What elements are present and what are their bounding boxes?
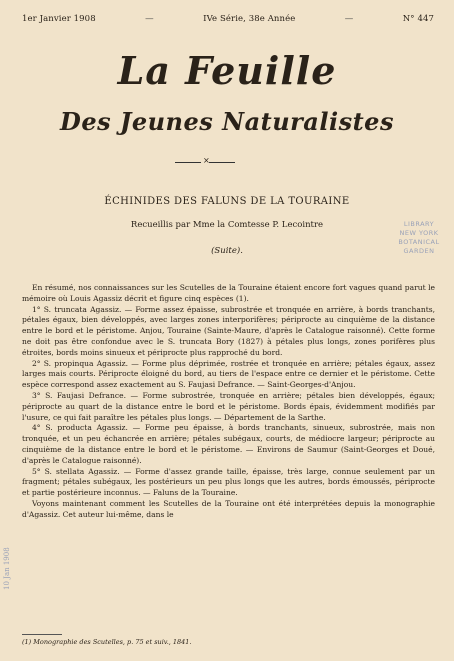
paragraph: 4° S. producta Agassiz. — Forme peu épaisse, à bords tranchants, sinueux, subrostrée, mais non tronquée, et un peu échancrée en arrière; pétales subégaux, courts, de médiocre largeur; périprocte au cinquième de la distance entre le bord et le péristome. — Environs de Saumur (Saint-Georges et Doué, d'après le Catalogue raisonné).: [22, 423, 435, 465]
masthead-subtitle: Des Jeunes Naturalistes: [60, 107, 394, 136]
issue-number: N° 447: [402, 14, 434, 24]
paragraph: En résumé, nos connaissances sur les Scutelles de la Touraine étaient encore fort vagues quand parut le mémoire où Louis Agassiz décrit et figure cinq espèces (1).: [22, 283, 435, 303]
title-ornament: ×: [175, 160, 235, 164]
issue-header: [22, 14, 434, 24]
issue-series: IVe Série, 38e Année: [203, 14, 296, 24]
paragraph: Voyons maintenant comment les Scutelles de la Touraine ont été interprétées depuis la monographie d'Agassiz. Cet auteur lui-même, dans le: [22, 498, 435, 519]
article-body: [22, 283, 435, 521]
paragraph: 2° S. propinqua Agassiz. — Forme plus déprimée, rostrée et tronquée en arrière; pétales égaux, assez larges mais courts. Périprocte éloigné du bord, au tiers de l'espace entre ce dernier et le péristome. Cette espèce correspond assez exactement au S. Faujasi Defrance. — Saint-Georges-d'Anjou.: [22, 358, 435, 390]
header-separator: —: [145, 14, 154, 24]
stamp-line: BOTANICAL: [398, 238, 440, 246]
header-separator: —: [344, 14, 354, 24]
library-stamp: [394, 220, 444, 256]
footnote: (1) Monographie des Scutelles, p. 75 et suiv., 1841.: [22, 638, 192, 646]
article-continued: (Suite).: [211, 246, 243, 256]
issue-date: 1er Janvier 1908: [22, 14, 96, 24]
stamp-line: GARDEN: [403, 247, 435, 255]
paragraph: 3° S. Faujasi Defrance. — Forme subrostrée, tronquée en arrière; pétales bien développés, égaux; périprocte au quart de la distance entre le bord et le péristome. Bords épais, évidemment modifiés par l'usure, ce qui fait paraître les pétales plus longs. — Département de la Sarthe.: [22, 390, 435, 422]
paragraph: 1° S. truncata Agassiz. — Forme assez épaisse, subrostrée et tronquée en arrière, à bords tranchants, pétales égaux, bien développés, avec larges zones interporifères; périprocte au cinquième de la distance entre le bord et le péristome. Anjou, Touraine (Sainte-Maure, d'après le Catalogue raisonné). Cette forme ne doit pas être confondue avec le S. truncata Bory (1827) à pétales plus longs, zones porifères plus étroites, bords moins sinueux et périprocte plus rapproché du bord.: [22, 304, 435, 357]
stamp-line: NEW YORK: [399, 229, 439, 237]
article-title: ÉCHINIDES DES FALUNS DE LA TOURAINE: [104, 196, 350, 207]
margin-annotation: 10 Jan 1908: [3, 547, 11, 590]
paragraph: 5° S. stellata Agassiz. — Forme d'assez grande taille, épaisse, très large, connue seulement par un fragment; pétales subégaux, les postérieurs un peu plus longs que les autres, bords émoussés, périprocte et partie postérieure inconnus. — Faluns de la Touraine.: [22, 466, 435, 498]
masthead-title: La Feuille: [117, 48, 337, 93]
article-byline: Recueillis par Mme la Comtesse P. Lecointre: [130, 220, 324, 230]
stamp-line: LIBRARY: [403, 220, 435, 228]
footnote-divider: [22, 634, 62, 635]
